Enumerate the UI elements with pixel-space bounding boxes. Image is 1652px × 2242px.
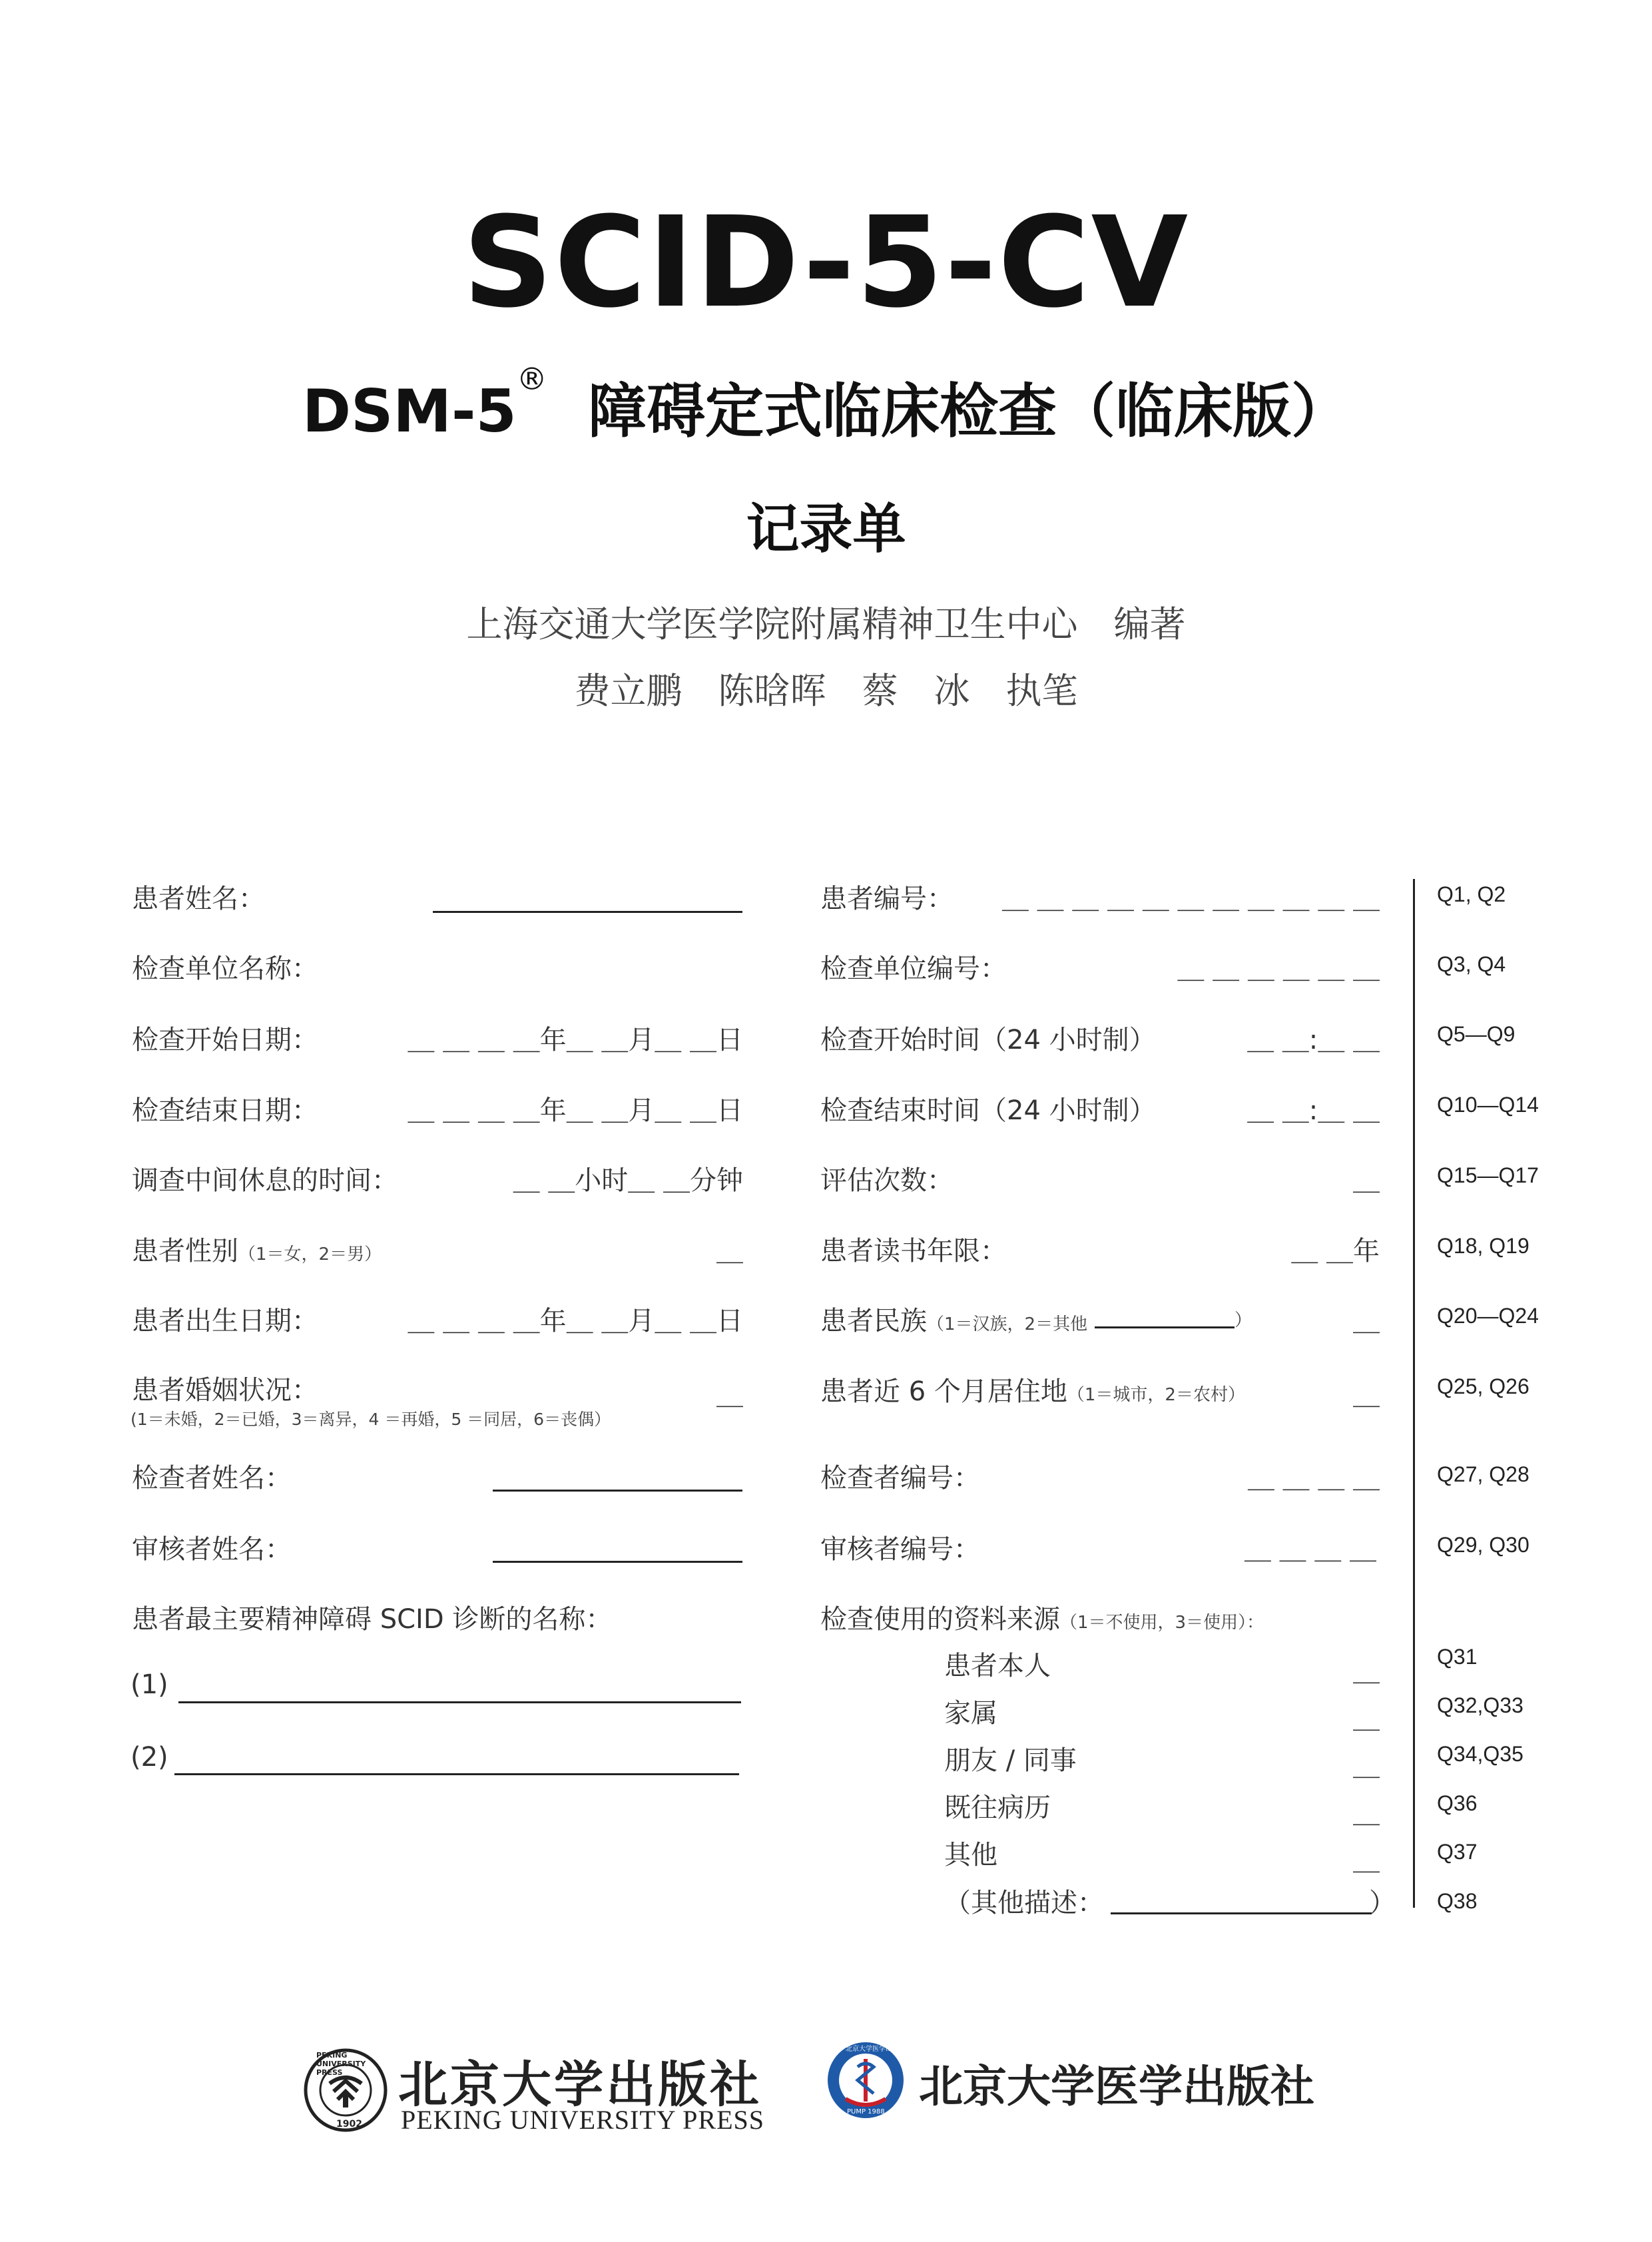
- author-org: 上海交通大学医学院附属精神卫生中心 编著: [466, 603, 1186, 645]
- sources-label-text: 检查使用的资料来源: [820, 1604, 1060, 1635]
- question-code: Q10—Q14: [1437, 1093, 1539, 1117]
- subtitle-prefix: DSM-5: [302, 377, 517, 445]
- start-date-field[interactable]: ＿ ＿ ＿ ＿年＿ ＿月＿ ＿日: [408, 1025, 743, 1055]
- end-time-label: 检查结束时间（24 小时制）: [820, 1095, 1156, 1126]
- question-code: Q3, Q4: [1437, 952, 1506, 976]
- other-desc-label: （其他描述：: [944, 1888, 1104, 1918]
- pku-medical-press-name: 北京大学医学出版社: [919, 2061, 1314, 2112]
- ethnicity-hint-end: ）: [1235, 1310, 1252, 1330]
- dob-field[interactable]: ＿ ＿ ＿ ＿年＿ ＿月＿ ＿日: [408, 1306, 743, 1336]
- diagnosis-2-label: (2): [131, 1742, 168, 1773]
- pkum-seal-text: 北京大学医学出版社: [846, 2046, 906, 2053]
- source-item-family: 家属: [944, 1698, 997, 1729]
- ethnicity-field[interactable]: ＿: [1353, 1306, 1380, 1336]
- start-time-field[interactable]: ＿ ＿:＿ ＿: [1247, 1025, 1380, 1055]
- sex-label: [132, 1230, 382, 1268]
- pkum-seal-year: PUMP 1988: [847, 2108, 885, 2115]
- sex-field[interactable]: ＿: [716, 1236, 743, 1266]
- start-date-label: 检查开始日期：: [132, 1025, 318, 1055]
- reviewer-id-field[interactable]: ＿ ＿ ＿ ＿: [1244, 1534, 1376, 1565]
- patient-id-field[interactable]: ＿ ＿ ＿ ＿ ＿ ＿ ＿ ＿ ＿ ＿ ＿: [1001, 884, 1380, 914]
- ethnicity-hint: （1＝汉族，2＝其他: [927, 1314, 1088, 1334]
- sources-label: [820, 1598, 1264, 1636]
- other-desc-field[interactable]: [1111, 1912, 1372, 1914]
- break-time-label: 调查中间休息的时间：: [132, 1165, 398, 1196]
- pku-press-name-cn: 北京大学出版社: [398, 2056, 762, 2113]
- source-field-records[interactable]: ＿: [1353, 1798, 1380, 1828]
- record-sheet-heading: 记录单: [746, 498, 906, 560]
- edu-years-label: 患者读书年限：: [820, 1236, 1007, 1266]
- question-code: Q18, Q19: [1437, 1234, 1529, 1258]
- site-id-label: 检查单位编号：: [820, 954, 1007, 984]
- diagnosis-2-field[interactable]: [174, 1773, 739, 1775]
- marital-label: 患者婚姻状况：: [132, 1375, 318, 1406]
- diagnosis-1-field[interactable]: [178, 1701, 741, 1703]
- diagnosis-1-label: (1): [131, 1669, 168, 1700]
- question-code: Q27, Q28: [1437, 1462, 1529, 1486]
- residence-hint: （1＝城市，2＝农村）: [1067, 1385, 1245, 1405]
- residence-field[interactable]: ＿: [1353, 1380, 1380, 1410]
- ethnicity-label-text: 患者民族: [820, 1306, 927, 1336]
- question-code: Q5—Q9: [1437, 1022, 1515, 1046]
- question-code: Q31: [1437, 1645, 1478, 1669]
- pku-medical-press-seal-icon: [826, 2040, 906, 2120]
- source-field-friends[interactable]: ＿: [1353, 1751, 1380, 1781]
- edu-years-field[interactable]: ＿ ＿年: [1291, 1236, 1380, 1266]
- question-code: Q37: [1437, 1840, 1478, 1864]
- marital-field[interactable]: ＿: [716, 1380, 743, 1410]
- sex-label-text: 患者性别: [132, 1236, 238, 1266]
- question-code: Q15—Q17: [1437, 1163, 1539, 1187]
- site-name-label: 检查单位名称：: [132, 954, 318, 984]
- examiner-id-label: 检查者编号：: [820, 1463, 980, 1494]
- diagnosis-label: 患者最主要精神障碍 SCID 诊断的名称：: [132, 1604, 613, 1635]
- marital-hint: (1＝未婚，2＝已婚，3＝离异，4 ＝再婚，5 ＝同居，6＝丧偶）: [131, 1410, 611, 1429]
- source-item-other: 其他: [944, 1840, 997, 1870]
- examiner-name-label: 检查者姓名：: [132, 1463, 292, 1494]
- site-id-field[interactable]: ＿ ＿ ＿ ＿ ＿ ＿: [1177, 954, 1380, 984]
- pku-seal-year: 1902: [336, 2119, 362, 2129]
- question-code: Q38: [1437, 1889, 1478, 1913]
- end-date-field[interactable]: ＿ ＿ ＿ ＿年＿ ＿月＿ ＿日: [408, 1095, 743, 1126]
- patient-name-label: 患者姓名：: [132, 884, 265, 914]
- break-time-field[interactable]: ＿ ＿小时＿ ＿分钟: [513, 1165, 743, 1196]
- author-names: 费立鹏 陈晗晖 蔡 冰 执笔: [574, 670, 1078, 712]
- source-field-other[interactable]: ＿: [1353, 1845, 1380, 1876]
- reviewer-name-field[interactable]: [493, 1561, 742, 1563]
- end-time-field[interactable]: ＿ ＿:＿ ＿: [1247, 1095, 1380, 1126]
- examiner-id-field[interactable]: ＿ ＿ ＿ ＿: [1247, 1463, 1380, 1494]
- assess-count-label: 评估次数：: [820, 1165, 954, 1196]
- assess-count-field[interactable]: ＿: [1353, 1165, 1380, 1196]
- other-desc-end: ）: [1369, 1888, 1396, 1918]
- pku-press-name-en: PEKING UNIVERSITY PRESS: [401, 2105, 765, 2135]
- start-time-label: 检查开始时间（24 小时制）: [820, 1025, 1156, 1055]
- question-code: Q34,Q35: [1437, 1742, 1523, 1766]
- examiner-name-field[interactable]: [493, 1490, 742, 1492]
- source-item-records: 既往病历: [944, 1793, 1051, 1823]
- sex-hint: （1＝女，2＝男）: [238, 1245, 382, 1264]
- question-code: Q36: [1437, 1791, 1478, 1815]
- patient-name-field[interactable]: [433, 911, 742, 913]
- question-code: Q20—Q24: [1437, 1304, 1539, 1328]
- source-field-family[interactable]: ＿: [1353, 1703, 1380, 1734]
- dob-label: 患者出生日期：: [132, 1306, 318, 1336]
- question-divider: [1413, 879, 1415, 1908]
- residence-label: [820, 1370, 1245, 1408]
- sources-hint: （1＝不使用，3＝使用）：: [1060, 1613, 1264, 1633]
- source-item-friends: 朋友 / 同事: [944, 1745, 1077, 1776]
- reviewer-id-label: 审核者编号：: [820, 1534, 980, 1565]
- question-code: Q29, Q30: [1437, 1533, 1529, 1557]
- source-item-patient: 患者本人: [944, 1651, 1051, 1681]
- form-subtitle: [0, 361, 1652, 449]
- ethnicity-other-field[interactable]: [1095, 1326, 1235, 1328]
- source-field-patient[interactable]: ＿: [1353, 1656, 1380, 1687]
- residence-label-text: 患者近 6 个月居住地: [820, 1376, 1067, 1407]
- registered-mark: ®: [516, 361, 547, 397]
- patient-id-label: 患者编号：: [820, 884, 954, 914]
- pku-seal-text: PEKING UNIVERSITY PRESS: [316, 2051, 366, 2077]
- end-date-label: 检查结束日期：: [132, 1095, 318, 1126]
- form-title: SCID-5-CV: [462, 190, 1190, 336]
- question-code: Q1, Q2: [1437, 882, 1506, 906]
- subtitle-main: 障碍定式临床检查（临床版）: [588, 377, 1350, 445]
- question-code: Q32,Q33: [1437, 1693, 1523, 1717]
- ethnicity-label: [820, 1300, 1252, 1338]
- reviewer-name-label: 审核者姓名：: [132, 1534, 292, 1565]
- question-code: Q25, Q26: [1437, 1374, 1529, 1398]
- pku-seal-lettering: [303, 2050, 388, 2135]
